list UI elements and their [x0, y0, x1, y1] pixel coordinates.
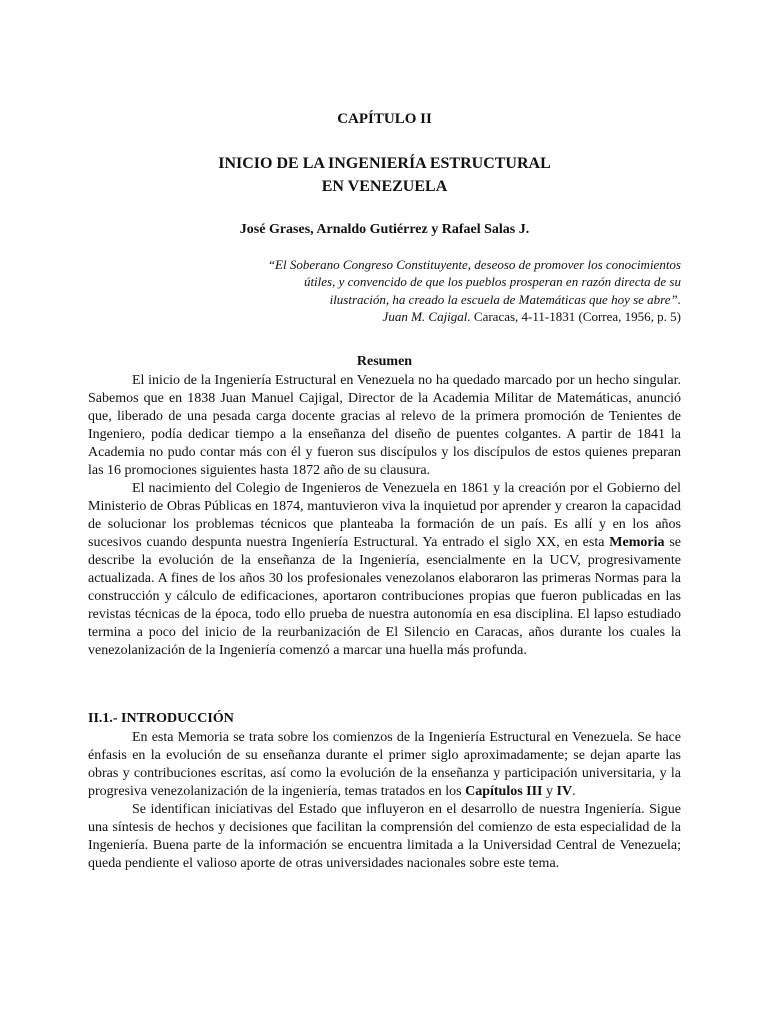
abstract-p2-text-a: El nacimiento del Colegio de Ingenieros de Venezuela en 1861 y la creación por el Gobierno del Ministerio de Obras Públicas en 1874, mantuvieron viva la inquietud por aprender y crearon la capacidad de solucionar los problemas técnicos que planteaba la formación de un país. Es allí y en los años sucesivos cuando despunta nuestra Ingeniería Estructural. Ya entrado el siglo XX, en esta — [88, 481, 681, 550]
intro-paragraph-1 — [88, 729, 681, 801]
intro-paragraph-2: Se identifican iniciativas del Estado que influyeron en el desarrollo de nuestra Ingeniería. Sigue una síntesis de hechos y decisiones que facilitan la comprensión del comienzo de esta especialidad de la Ingeniería. Buena parte de la información se encuentra limitada a la Universidad Central de Venezuela; queda pendiente el valioso aporte de otras universidades nacionales sobre este tema. — [88, 802, 681, 871]
epigraph-line-3: ilustración, ha creado la escuela de Matemáticas que hoy se abre”. — [329, 291, 681, 307]
epigraph-author: Juan M. Cajigal. — [382, 309, 471, 325]
epigraph-line-1: “El Soberano Congreso Constituyente, deseoso de promover los conocimientos — [267, 257, 681, 272]
document-page — [88, 0, 681, 1024]
page-title — [88, 152, 681, 198]
abstract-heading: Resumen — [356, 354, 413, 369]
authors: José Grases, Arnaldo Gutiérrez y Rafael Salas J. — [239, 222, 530, 237]
intro-p1-end: . — [572, 784, 576, 799]
chapter-label: CAPÍTULO II — [337, 111, 432, 127]
introduction-body — [88, 729, 681, 873]
intro-p1-text-a: En esta Memoria se trata sobre los comienzos de la Ingeniería Estructural en Venezuela. Se hace énfasis en la evolución de su enseñanza durante el primer siglo aproximadamente; se dejan aparte las obras y contribuciones escritas, así como la evolución de la enseñanza y participación universitaria, y la progresiva venezolanización de la ingeniería, temas tratados en los — [88, 730, 681, 799]
abstract-p2-text-b: se describe la evolución de la enseñanza de la Ingeniería, esencialmente en la UCV, progresivamente actualizada. A fines de los años 30 los profesionales venezolanos elaboraron las primeras Normas para la construcción y cálculo de edificaciones, aportaron contribuciones propias que fueron publicadas en las revistas técnicas de la época, todo ello prueba de nuestra autonomía en esa disciplina. El lapso estudiado termina a poco del inicio de la reurbanización de El Silencio en Caracas, años durante los cuales la venezolanización de la Ingeniería comenzó a marcar una huella más profunda. — [88, 535, 681, 658]
abstract-paragraph-1: El inicio de la Ingeniería Estructural en Venezuela no ha quedado marcado por un hecho singular. Sabemos que en 1838 Juan Manuel Cajigal, Director de la Academia Militar de Matemáticas, anunció que, liberado de una pesada carga docente gracias al relevo de la primera promoción de Tenientes de Ingeniero, podía dedicar tiempo a la enseñanza del diseño de puentes colgantes. A partir de 1841 la Academia no pudo contar más con él y fueron sus discípulos y los discípulos de estos quienes preparan las 16 promociones siguientes hasta 1872 año de su clausura. — [88, 373, 681, 478]
intro-iv-bold: IV — [556, 784, 573, 799]
section-heading-introduccion: II.1.- INTRODUCCIÓN — [88, 711, 234, 726]
epigraph-attribution — [148, 308, 681, 325]
epigraph-quote — [148, 256, 681, 326]
title-line-1: INICIO DE LA INGENIERÍA ESTRUCTURAL — [218, 155, 551, 172]
intro-capitulos-bold: Capítulos III — [465, 784, 543, 799]
title-line-2: EN VENEZUELA — [321, 178, 448, 195]
abstract-body — [88, 372, 681, 660]
intro-p1-mid: y — [542, 784, 557, 799]
epigraph-source: Caracas, 4-11-1831 (Correa, 1956, p. 5) — [470, 309, 681, 325]
abstract-memoria-bold: Memoria — [609, 535, 665, 550]
epigraph-line-2: útiles, y convencido de que los pueblos prosperan en razón directa de su — [303, 274, 681, 290]
abstract-paragraph-2 — [88, 480, 681, 660]
